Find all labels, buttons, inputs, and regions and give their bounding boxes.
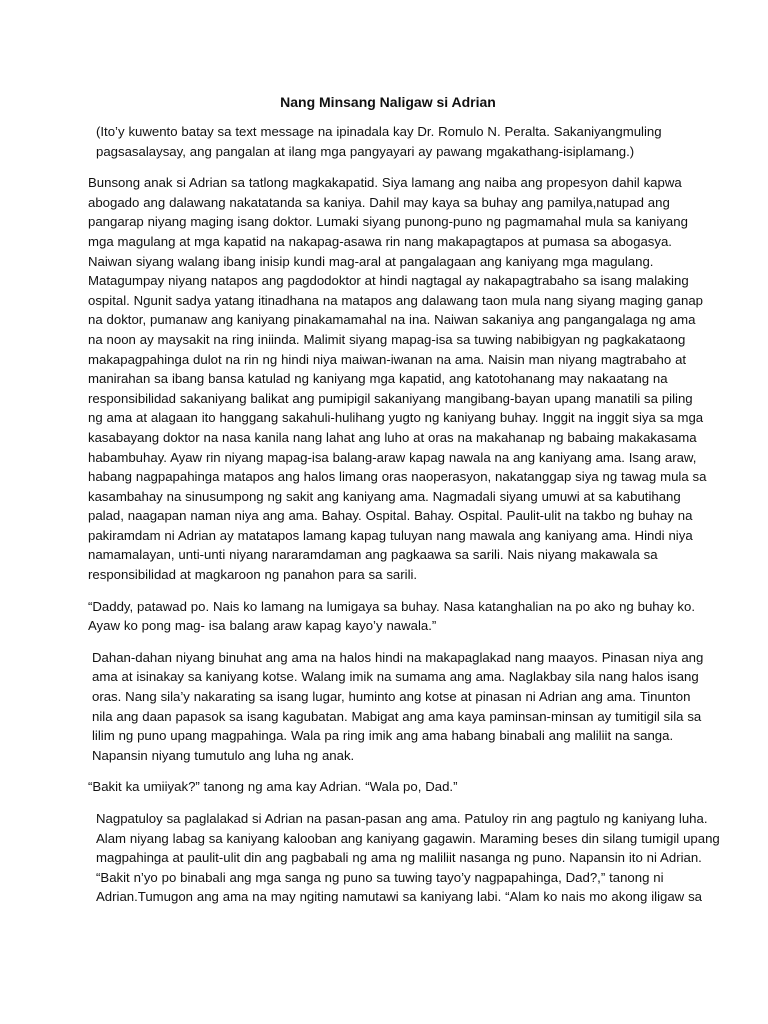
text-line: na noon ay maysakit na ring iniinda. Malimit siyang mapag-isa sa tuwing nabibigyan ng pagkakataong (88, 331, 686, 347)
text-line: lilim ng puno upang magpahinga. Wala pa ring imik ang ama habang binabali ang maliliit na sanga. (92, 728, 674, 744)
text-line: “Daddy, patawad po. Nais ko lamang na lumigaya sa buhay. Nasa katanghalian na po ako ng buhay ko. (88, 598, 695, 614)
text-line: habambuhay. Ayaw rin niyang mapag-isa balang-araw kapag nawala na ang kaniyang ama. Isang araw, (88, 449, 697, 465)
document-title: Nang Minsang Naligaw si Adrian (280, 94, 496, 110)
intro-paragraph (88, 122, 688, 161)
text-line: na doktor, pumanaw ang kaniyang pinakamamahal na ina. Naiwan sakaniya ang pangangalaga ng ama (88, 312, 696, 328)
text-line: magpahinga at paulit-ulit din ang pagbabali ng ama ng maliliit nasanga ng puno. Napansin ito ni Adrian. (96, 850, 702, 866)
story-paragraph (88, 173, 707, 584)
text-line: pagsasalaysay, ang pangalan at ilang mga pangyayari ay pawang mgakathang-isiplamang.) (96, 143, 635, 159)
text-line: Matagumpay niyang natapos ang pagdodoktor at hindi nagtagal ay nakapagtrabaho sa isang malaking (88, 273, 689, 289)
text-line: Naiwan siyang walang ibang inisip kundi mag-aral at pangalagaan ang kaniyang mga magulang. (88, 253, 654, 269)
text-line: “Bakit n’yo po binabali ang mga sanga ng puno sa tuwing tayo’y nagpapahinga, Dad?,” tanong ni (96, 869, 664, 885)
text-line: responsibilidad sakaniyang balikat ang pumipigil sakaniyang mangibang-bayan upang manatili sa piling (88, 390, 693, 406)
story-paragraph (88, 648, 704, 766)
text-line: responsibilidad at magkaroon ng panahon para sa sarili. (88, 567, 418, 583)
text-line: Nagpatuloy sa paglalakad si Adrian na pasan-pasan ang ama. Patuloy rin ang pagtulo ng kaniyang luha. (96, 811, 708, 826)
text-line: namamalayan, unti-unti niyang nararamdaman ang pagkaawa sa sarili. Nais niyang makawala sa (88, 547, 658, 563)
text-line: ng ama at alagaan ito hanggang sakahuli-hulihang yugto ng kaniyang buhay. Inggit na inggit siya sa mga (88, 410, 704, 426)
text-line: Bunsong anak si Adrian sa tatlong magkakapatid. Siya lamang ang naiba ang propesyon dahil kapwa (88, 175, 682, 191)
dialogue-paragraph (88, 597, 695, 636)
text-line: Adrian.Tumugon ang ama na may ngiting namutawi sa kaniyang labi. “Alam ko nais mo akong iligaw sa (96, 889, 702, 905)
text-line: habang nagpapahinga matapos ang halos limang oras naoperasyon, nakatanggap siya ng tawag mula sa (88, 469, 707, 485)
text-line: nila ang daan papasok sa isang kagubatan. Mabigat ang ama kaya paminsan-minsan ay tumitigil sila sa (92, 708, 702, 724)
text-line: oras. Nang sila’y nakarating sa isang lugar, huminto ang kotse at pinasan ni Adrian ang ama. Tinunton (92, 689, 691, 705)
text-line: makapagpahinga dulot na rin ng hindi niya maiwan-iwanan na ama. Naisin man niyang magtrabaho at (88, 351, 687, 367)
text-line: pakiramdam ni Adrian ay matatapos lamang kapag tuluyan nang mawala ang kaniyang ama. Hindi niya (88, 527, 693, 543)
text-line: Alam niyang labag sa kaniyang kalooban ang kaniyang gagawin. Maraming beses din silang tumigil upang (96, 830, 720, 846)
text-line: Napansin niyang tumutulo ang luha ng anak. (92, 747, 355, 763)
text-line: Ayaw ko pong mag- isa balang araw kapag kayo’y nawala.” (88, 618, 437, 634)
text-line: pangarap niyang maging isang doktor. Lumaki siyang punong-puno ng pagmamahal mula sa kaniyang (88, 214, 688, 230)
text-line: Dahan-dahan niyang binuhat ang ama na halos hindi na makapaglakad nang maayos. Pinasan niya ang (92, 649, 704, 665)
text-line: manirahan sa ibang bansa katulad ng kaniyang mga kapatid, ang katotohanang may nakaatang na (88, 371, 668, 387)
text-line: mga magulang at mga kapatid na nakapag-asawa rin nang makapagtapos at pumasa sa abogasya. (88, 233, 672, 249)
dialogue-paragraph (88, 777, 688, 797)
text-line: kasabayang doktor na nasa kanila nang lahat ang luho at oras na makahanap ng babaing makakasama (88, 429, 697, 445)
text-line: kasambahay na sinusumpong ng sakit ang kaniyang ama. Nagmadali siyang umuwi at sa kabutihang (88, 488, 681, 504)
text-line: (Ito’y kuwento batay sa text message na ipinadala kay Dr. Romulo N. Peralta. Sakaniyangmuling (96, 124, 662, 139)
text-line: palad, naagapan naman niya ang ama. Bahay. Ospital. Bahay. Ospital. Paulit-ulit na takbo ng buhay na (88, 508, 693, 524)
text-line: ama at isinakay sa kaniyang kotse. Walang imik na sumama ang ama. Naglakbay sila nang halos isang (92, 669, 699, 685)
text-line: abogado ang dalawang nakatatanda sa kaniya. Dahil may kaya sa buhay ang pamilya,natupad ang (88, 194, 670, 210)
text-line: “Bakit ka umiiyak?” tanong ng ama kay Adrian. “Wala po, Dad.” (88, 779, 458, 795)
story-paragraph (88, 809, 720, 907)
text-line: ospital. Ngunit sadya yatang itinadhana na matapos ang dalawang taon mula nang siyang maging ganap (88, 292, 703, 308)
document-body (88, 92, 720, 919)
